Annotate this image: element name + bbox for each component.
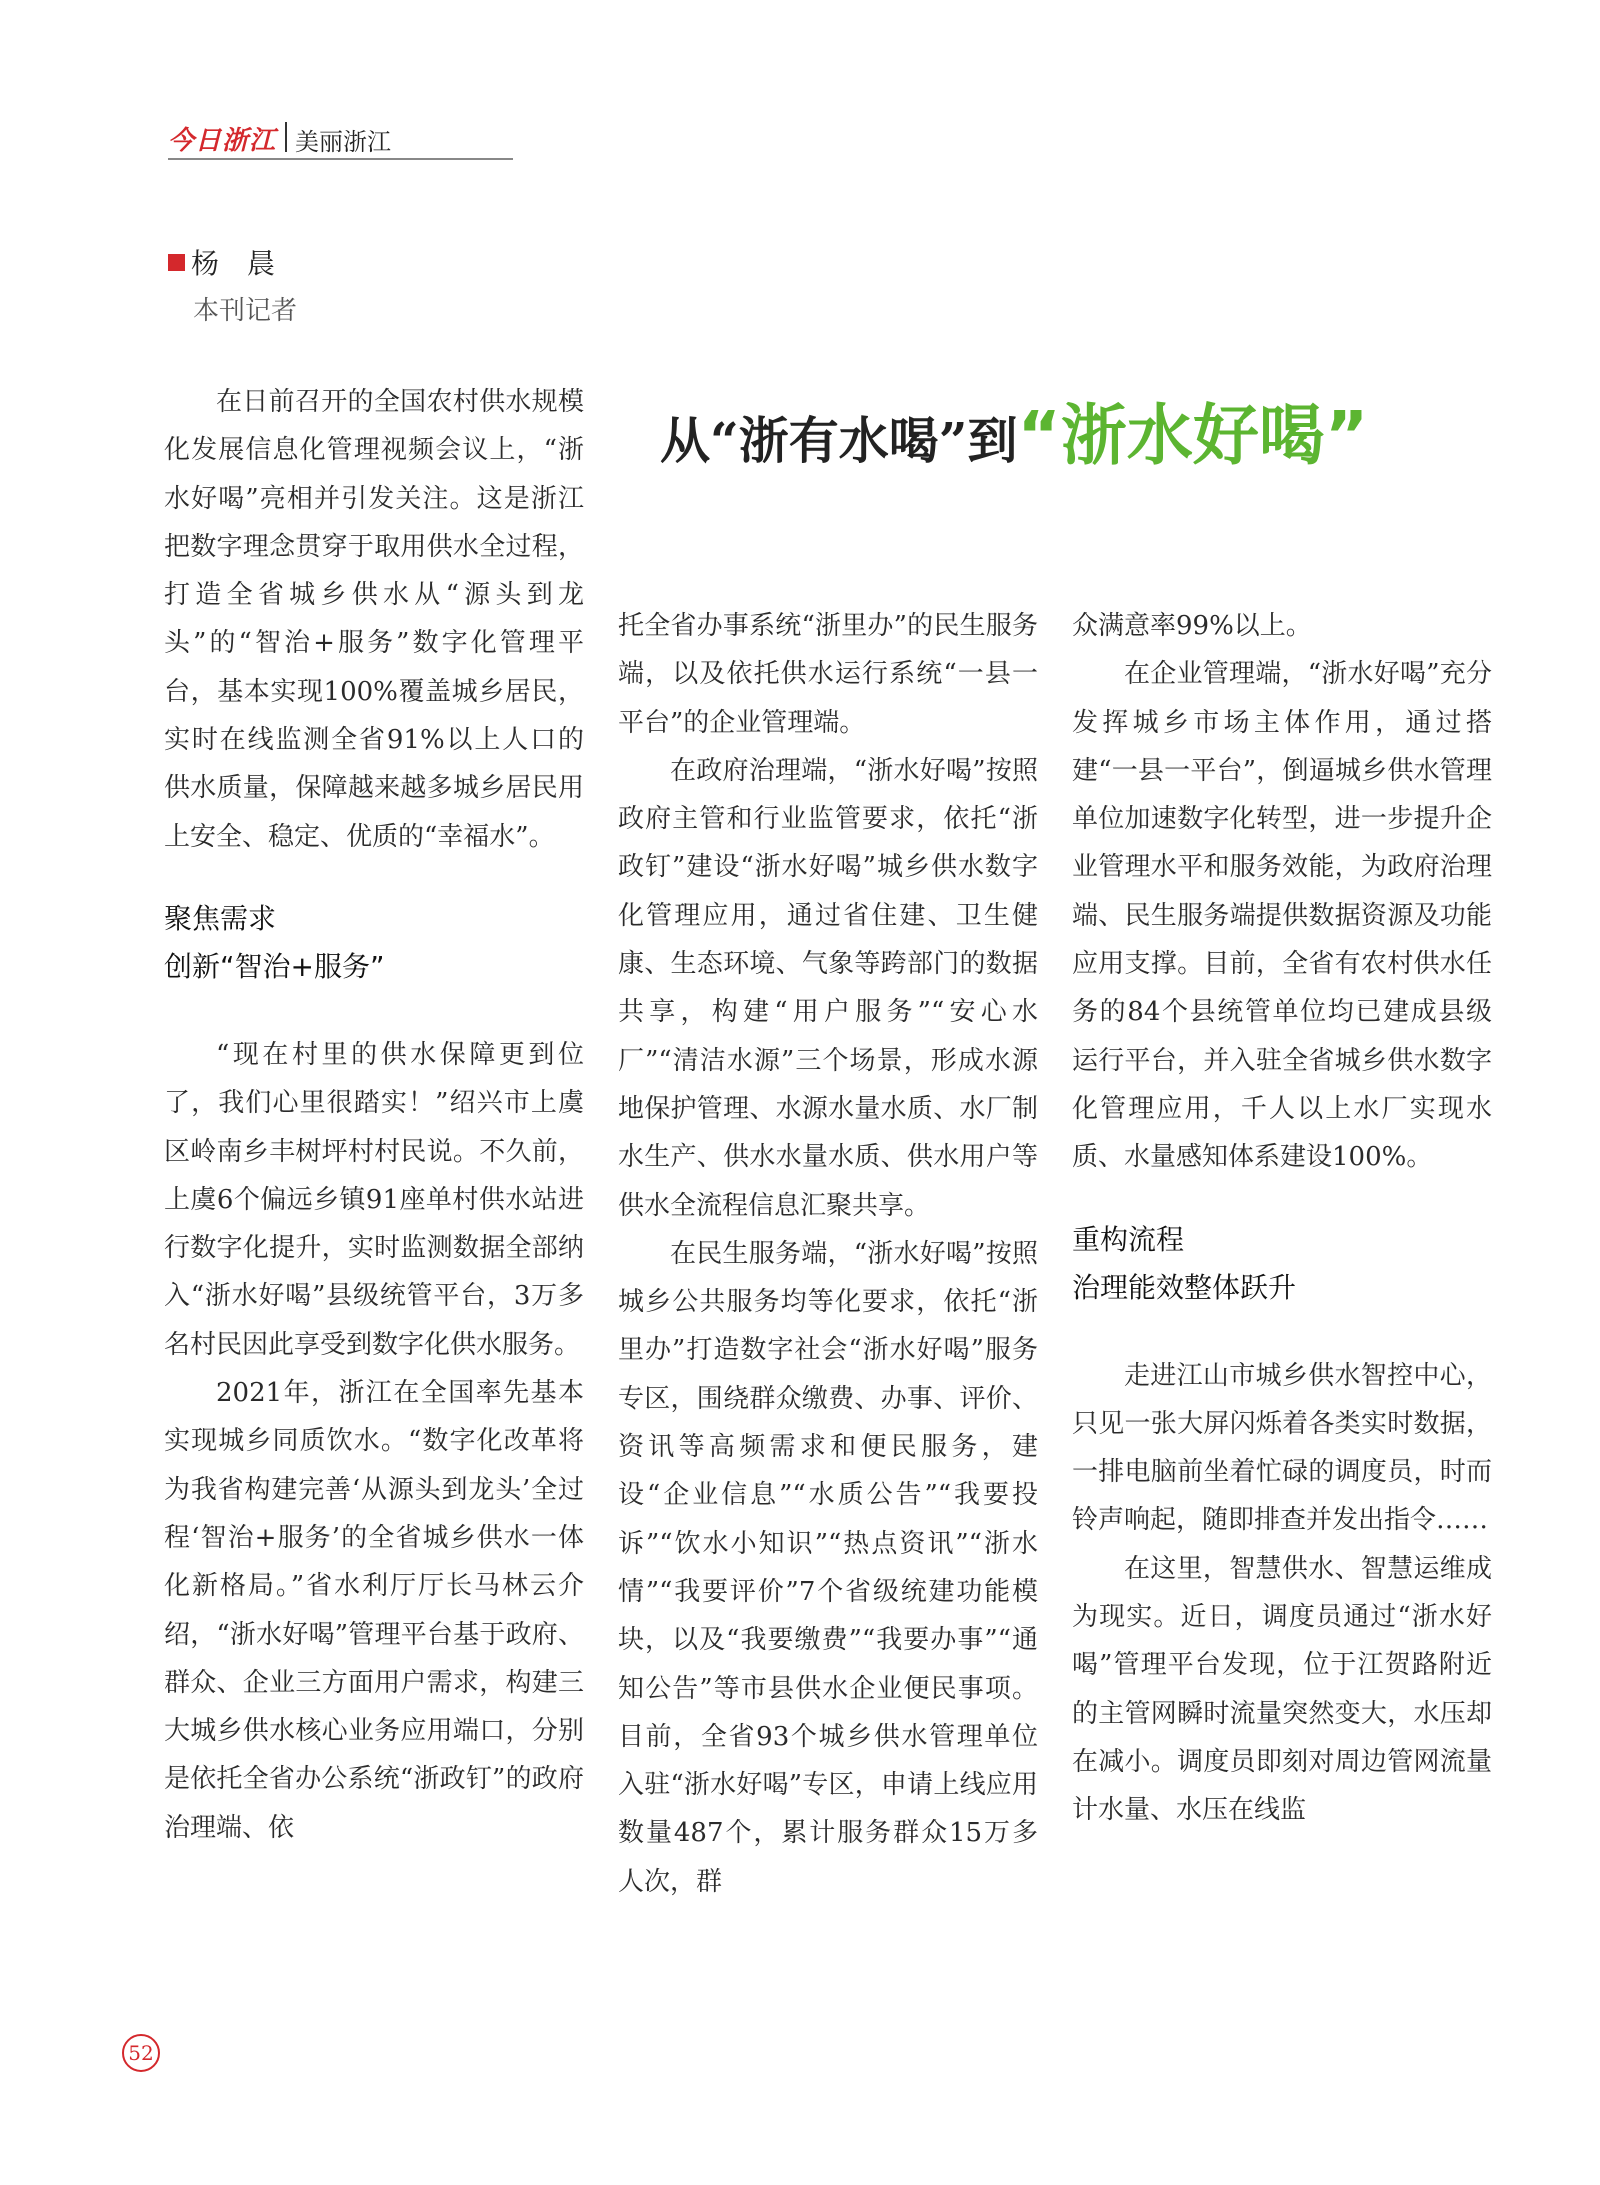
red-square-icon <box>168 254 185 271</box>
section-heading-line: 聚焦需求 <box>164 901 277 935</box>
author-byline <box>168 242 275 282</box>
paragraph: 在政府治理端，“浙水好喝”按照政府主管和行业监管要求，依托“浙政钉”建设“浙水好喝”城乡供水数字化管理应用，通过省住建、卫生健康、生态环境、气象等跨部门的数据共享，构建“用户服务”“安心水厂”“清洁水源”三个场景，形成水源地保护管理、水源水量水质、水厂制水生产、供水水量水质、供水用户等供水全流程信息汇聚共享。 <box>618 755 1038 1221</box>
magazine-logo: 今日浙江 <box>168 126 277 156</box>
author-role: 本刊记者 <box>193 296 298 326</box>
title-part-1: 从“浙有水喝”到 <box>660 411 1018 470</box>
text-column-1 <box>164 378 584 1852</box>
author-name: 杨 晨 <box>191 247 276 280</box>
section-heading-line: 创新“智治+服务” <box>164 949 385 983</box>
section-heading-line: 治理能效整体跃升 <box>1072 1270 1297 1304</box>
page-number: 52 <box>122 2034 160 2072</box>
paragraph: 在日前召开的全国农村供水规模化发展信息化管理视频会议上，“浙水好喝”亮相并引发关注。这是浙江把数字理念贯穿于取用供水全过程，打造全省城乡供水从“源头到龙头”的“智治+服务”数字化管理平台，基本实现100%覆盖城乡居民，实时在线监测全省91%以上人口的供水质量，保障越来越多城乡居民用上安全、稳定、优质的“幸福水”。 <box>164 387 584 852</box>
section-heading-line: 重构流程 <box>1072 1222 1185 1256</box>
section-heading-2 <box>1072 1216 1492 1312</box>
section-label: 美丽浙江 <box>295 128 391 156</box>
paragraph: 在这里，智慧供水、智慧运维成为现实。近日，调度员通过“浙水好喝”管理平台发现，位于江贺路附近的主管网瞬时流量突然变大，水压却在减小。调度员即刻对周边管网流量计水量、水压在线监 <box>1072 1553 1492 1826</box>
section-heading-1 <box>164 895 584 991</box>
paragraph: 走进江山市城乡供水智控中心，只见一张大屏闪烁着各类实时数据，一排电脑前坐着忙碌的调度员，时而铃声响起，随即排查并发出指令…… <box>1072 1360 1492 1536</box>
paragraph: 2021年，浙江在全国率先基本实现城乡同质饮水。“数字化改革将为我省构建完善‘从源头到龙头’全过程‘智治+服务’的全省城乡供水一体化新格局。”省水利厅厅长马林云介绍，“浙水好喝”管理平台基于政府、群众、企业三方面用户需求，构建三大城乡供水核心业务应用端口，分别是依托全省办公系统“浙政钉”的政府治理端、依 <box>164 1378 584 1843</box>
paragraph: 在企业管理端，“浙水好喝”充分发挥城乡市场主体作用，通过搭建“一县一平台”，倒逼城乡供水管理单位加速数字化转型，进一步提升企业管理水平和服务效能，为政府治理端、民生服务端提供数据资源及功能应用支撑。目前，全省有农村供水任务的84个县统管单位均已建成县级运行平台，并入驻全省城乡供水数字化管理应用，千人以上水厂实现水质、水量感知体系建设100%。 <box>1072 659 1492 1173</box>
header-divider <box>285 122 287 152</box>
paragraph: 托全省办事系统“浙里办”的民生服务端，以及依托供水运行系统“一县一平台”的企业管理端。 <box>618 611 1038 738</box>
text-column-2 <box>618 602 1038 1906</box>
title-part-2: “浙水好喝” <box>1017 397 1369 474</box>
paragraph: 在民生服务端，“浙水好喝”按照城乡公共服务均等化要求，依托“浙里办”打造数字社会“浙水好喝”服务专区，围绕群众缴费、办事、评价、资讯等高频需求和便民服务，建设“企业信息”“水质公告”“我要投诉”“饮水小知识”“热点资讯”“浙水情”“我要评价”7个省级统建功能模块，以及“我要缴费”“我要办事”“通知公告”等市县供水企业便民事项。目前，全省93个城乡供水管理单位入驻“浙水好喝”专区，申请上线应用数量487个，累计服务群众15万多人次，群 <box>618 1238 1038 1897</box>
text-column-3 <box>1072 602 1492 1835</box>
paragraph: 众满意率99%以上。 <box>1072 611 1312 641</box>
paragraph: “现在村里的供水保障更到位了，我们心里很踏实！”绍兴市上虞区岭南乡丰树坪村村民说。不久前，上虞6个偏远乡镇91座单村供水站进行数字化提升，实时监测数据全部纳入“浙水好喝”县级统管平台，3万多名村民因此享受到数字化供水服务。 <box>164 1039 584 1360</box>
page-header <box>168 116 513 160</box>
article-title <box>660 382 1560 477</box>
